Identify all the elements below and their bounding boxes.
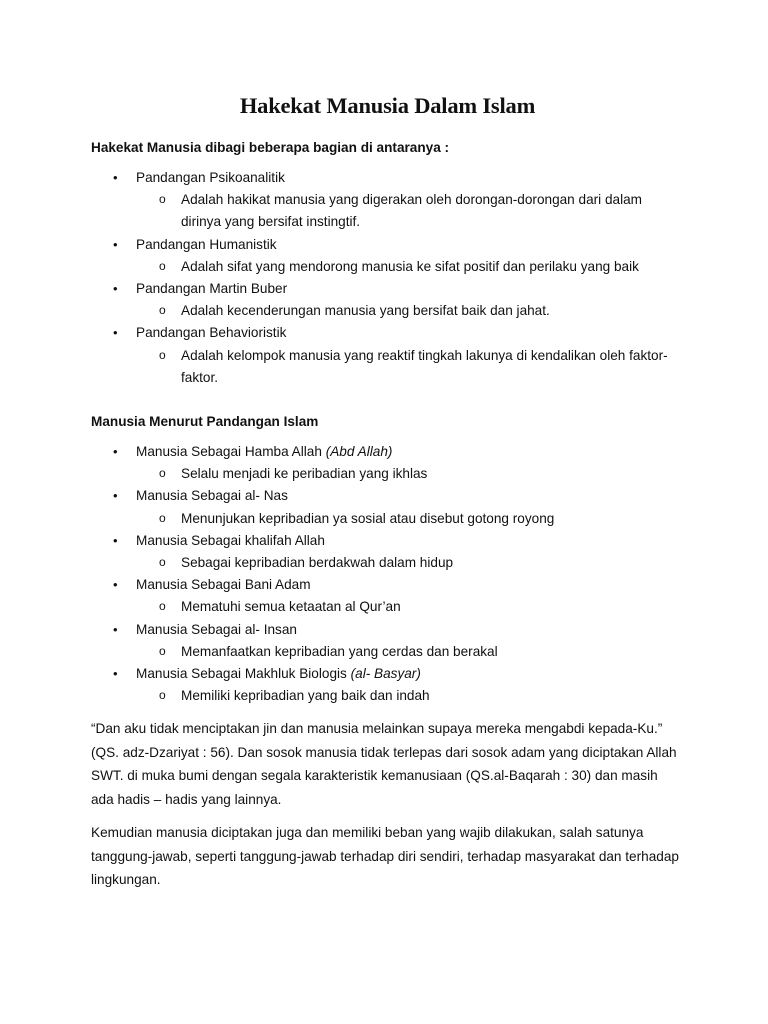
list-item (91, 441, 684, 485)
circle-bullet-icon: o (159, 258, 166, 273)
item-label: Manusia Sebagai Bani Adam (136, 577, 311, 593)
bullet-icon: • (113, 281, 118, 297)
sub-item (136, 641, 684, 663)
sub-item (136, 552, 684, 574)
bullet-icon: • (113, 236, 118, 252)
sub-item-text: Selalu menjadi ke peribadian yang ikhlas (181, 466, 428, 482)
sub-item (136, 189, 684, 233)
circle-bullet-icon: o (159, 303, 166, 318)
sub-item-text: Menunjukan kepribadian ya sosial atau disebut gotong royong (181, 510, 555, 526)
views-list (91, 167, 684, 389)
bullet-icon: • (113, 488, 118, 504)
sub-item (136, 463, 684, 485)
item-label: Pandangan Behavioristik (136, 325, 287, 341)
sub-item (136, 685, 684, 707)
item-label: Manusia Sebagai Hamba Allah (136, 444, 326, 460)
circle-bullet-icon: o (159, 510, 166, 525)
list-item (91, 574, 684, 618)
list-item (91, 530, 684, 574)
list-item (91, 485, 684, 529)
sub-item (136, 596, 684, 618)
item-label: Pandangan Psikoanalitik (136, 170, 285, 185)
sub-item (136, 508, 684, 530)
circle-bullet-icon: o (159, 347, 166, 362)
list-item (91, 619, 684, 663)
circle-bullet-icon: o (159, 688, 166, 703)
bullet-icon: • (113, 170, 118, 185)
bullet-icon: • (113, 577, 118, 593)
closing-paragraph: Kemudian manusia diciptakan juga dan memiliki beban yang wajib dilakukan, salah satunya tanggung-jawab, seperti tanggung-jawab terhadap diri sendiri, terhadap masyarakat dan terhadap lingkungan. (91, 825, 679, 888)
circle-bullet-icon: o (159, 555, 166, 570)
item-label: Pandangan Martin Buber (136, 281, 288, 297)
item-label: Manusia Sebagai al- Insan (136, 621, 297, 637)
intro-heading: Hakekat Manusia dibagi beberapa bagian di antaranya : (91, 140, 450, 155)
sub-item-text: Adalah kelompok manusia yang reaktif tingkah lakunya di kendalikan oleh faktor-faktor. (181, 347, 668, 385)
bullet-icon: • (113, 532, 118, 548)
item-label: Manusia Sebagai Makhluk Biologis (136, 666, 351, 682)
sub-item-text: Adalah sifat yang mendorong manusia ke sifat positif dan perilaku yang baik (181, 258, 639, 274)
list-item (91, 234, 684, 278)
sub-item (136, 345, 684, 389)
sub-item-text: Adalah kecenderungan manusia yang bersifat baik dan jahat. (181, 303, 550, 319)
sub-item-text: Sebagai kepribadian berdakwah dalam hidup (181, 555, 454, 571)
circle-bullet-icon: o (159, 599, 166, 614)
bullet-icon: • (113, 325, 118, 341)
quote-paragraph: “Dan aku tidak menciptakan jin dan manusia melainkan supaya mereka mengabdi kepada-Ku.” (QS. adz-Dzariyat : 56). Dan sosok manusia tidak terlepas dari sosok adam yang diciptakan Allah SWT. di muka bumi dengan segala karakteristik kemanusiaan (QS.al-Baqarah : 30) dan masih ada hadis – hadis yang lainnya. (91, 721, 677, 807)
item-label-italic: (al- Basyar) (350, 666, 421, 682)
item-label-italic: (Abd Allah) (325, 444, 393, 460)
circle-bullet-icon: o (159, 192, 166, 207)
item-label: Manusia Sebagai al- Nas (136, 488, 288, 504)
section-heading: Manusia Menurut Pandangan Islam (91, 414, 319, 430)
sub-item-text: Mematuhi semua ketaatan al Qur’an (181, 599, 401, 615)
list-item (91, 167, 684, 234)
bullet-icon: • (113, 621, 118, 637)
item-label: Manusia Sebagai khalifah Allah (136, 532, 325, 548)
item-label: Pandangan Humanistik (136, 236, 277, 252)
bullet-icon: • (113, 666, 118, 682)
bullet-icon: • (113, 444, 118, 460)
list-item (91, 663, 684, 707)
sub-item-text: Adalah hakikat manusia yang digerakan oleh dorongan-dorongan dari dalam dirinya yang bersifat instingtif. (181, 192, 642, 230)
islam-views-list (91, 441, 684, 707)
list-item (91, 322, 684, 389)
circle-bullet-icon: o (159, 466, 166, 481)
page-title: Hakekat Manusia Dalam Islam (239, 93, 536, 118)
list-item (91, 278, 684, 322)
sub-item (136, 256, 684, 278)
circle-bullet-icon: o (159, 643, 166, 658)
sub-item (136, 300, 684, 322)
sub-item-text: Memanfaatkan kepribadian yang cerdas dan berakal (181, 643, 498, 659)
sub-item-text: Memiliki kepribadian yang baik dan indah (181, 688, 430, 704)
